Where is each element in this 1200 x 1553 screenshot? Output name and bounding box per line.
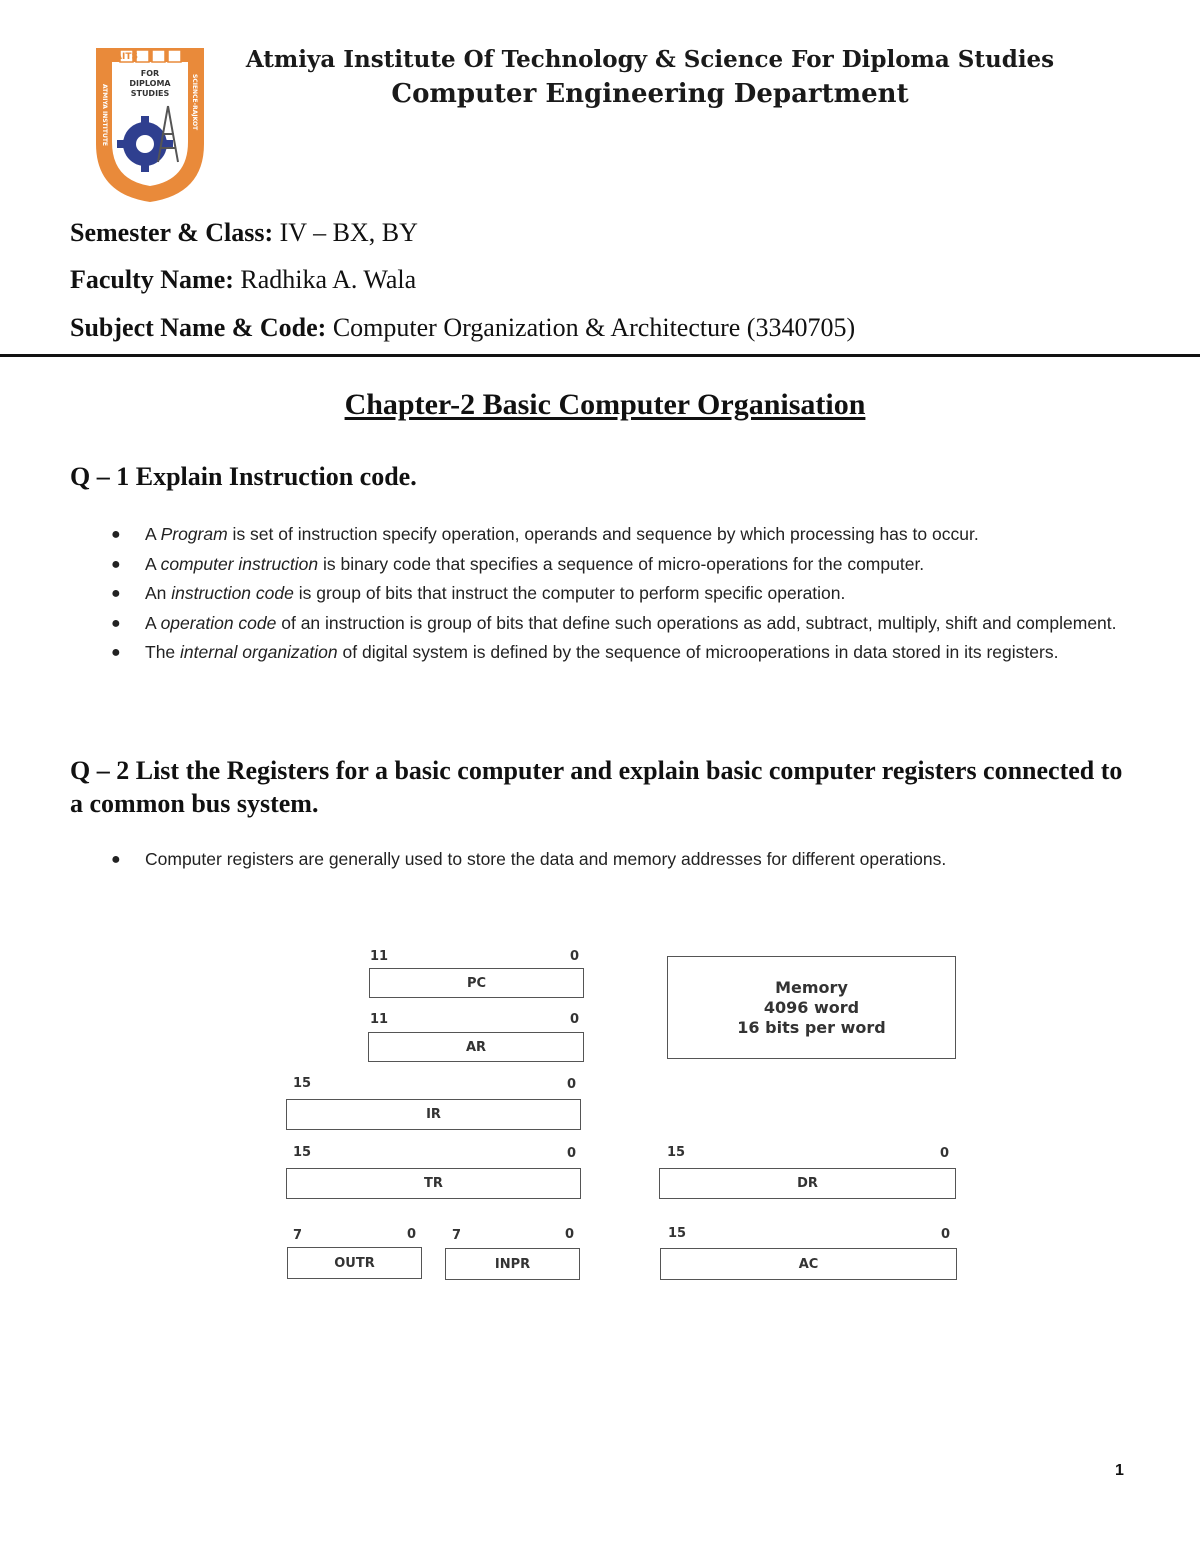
bullet-icon: ● <box>111 851 121 868</box>
register-lsb: 0 <box>565 1227 575 1242</box>
page-number: 1 <box>1115 1462 1124 1479</box>
register-msb: 15 <box>668 1226 687 1241</box>
bullet-icon: ● <box>111 526 121 543</box>
question-2-title: Q – 2 List the Registers for a basic computer and explain basic computer registers connected to a common bus system. <box>70 756 1123 818</box>
register-lsb: 0 <box>941 1227 951 1242</box>
institute-name: Atmiya Institute Of Technology & Science For Diploma Studies <box>245 46 1055 73</box>
register-ac: AC <box>660 1248 957 1280</box>
register-ar: AR <box>368 1032 584 1062</box>
register-lsb: 0 <box>567 1077 577 1092</box>
question-1-title: Q – 1 Explain Instruction code. <box>70 462 417 491</box>
faculty-label: Faculty Name: <box>70 265 234 294</box>
register-lsb: 0 <box>940 1146 950 1161</box>
list-item: ● Computer registers are generally used to store the data and memory addresses for different operations. <box>70 845 1138 875</box>
register-inpr: INPR <box>445 1248 580 1280</box>
register-msb: 7 <box>293 1228 303 1243</box>
register-msb: 15 <box>293 1145 312 1160</box>
list-item: ● A Program is set of instruction specify operation, operands and sequence by which processing has to occur. <box>70 520 1138 550</box>
faculty-value: Radhika A. Wala <box>233 265 417 294</box>
register-msb: 11 <box>370 1012 389 1027</box>
subject-name-code <box>70 313 855 343</box>
svg-text:ATMIYA INSTITUTE: ATMIYA INSTITUTE <box>101 84 108 147</box>
register-msb: 15 <box>293 1076 312 1091</box>
svg-text:STUDIES: STUDIES <box>130 89 170 98</box>
faculty-name <box>70 265 416 295</box>
header-divider <box>0 354 1200 357</box>
memory-title: Memory <box>775 978 848 997</box>
memory-block <box>667 956 956 1059</box>
question-2-bullets <box>70 845 1138 875</box>
bullet-icon: ● <box>111 644 121 661</box>
department-name: Computer Engineering Department <box>391 79 909 109</box>
subject-value: Computer Organization & Architecture (3340705) <box>326 313 856 342</box>
register-tr: TR <box>286 1168 581 1199</box>
register-dr: DR <box>659 1168 956 1199</box>
register-outr: OUTR <box>287 1247 422 1279</box>
semester-label: Semester & Class: <box>70 218 274 247</box>
register-lsb: 0 <box>570 949 580 964</box>
bullet-icon: ● <box>111 555 121 573</box>
svg-text:AITS: AITS <box>115 52 138 62</box>
subject-label: Subject Name & Code: <box>70 313 327 342</box>
question-1-bullets <box>70 520 1138 668</box>
memory-size: 4096 word <box>763 998 860 1017</box>
register-lsb: 0 <box>407 1227 417 1242</box>
memory-word-width: 16 bits per word <box>737 1018 886 1037</box>
chapter-title: Chapter-2 Basic Computer Organisation <box>344 388 866 421</box>
svg-text:DIPLOMA: DIPLOMA <box>129 79 171 88</box>
bullet-icon: ● <box>111 585 121 602</box>
register-ir: IR <box>286 1099 581 1130</box>
svg-text:SCIENCE-RAJKOT: SCIENCE-RAJKOT <box>191 74 198 131</box>
list-item: ● A operation code of an instruction is group of bits that define such operations as add, subtract, multiply, shift and complement. <box>70 609 1138 639</box>
register-pc: PC <box>369 968 584 998</box>
semester-value: IV – BX, BY <box>273 218 418 247</box>
list-item: ● The internal organization of digital system is defined by the sequence of microoperations in data stored in its registers. <box>70 638 1138 668</box>
register-msb: 11 <box>370 949 389 964</box>
svg-text:FOR: FOR <box>140 69 160 78</box>
register-msb: 15 <box>667 1145 686 1160</box>
list-item: ● A computer instruction is binary code that specifies a sequence of micro-operations for the computer. <box>70 550 1138 580</box>
institute-seal-icon <box>90 44 210 204</box>
register-lsb: 0 <box>570 1012 580 1027</box>
register-msb: 7 <box>452 1228 462 1243</box>
list-item: ● An instruction code is group of bits that instruct the computer to perform specific operation. <box>70 579 1138 609</box>
bullet-icon: ● <box>111 614 121 632</box>
semester-class <box>70 218 418 248</box>
register-lsb: 0 <box>567 1146 577 1161</box>
